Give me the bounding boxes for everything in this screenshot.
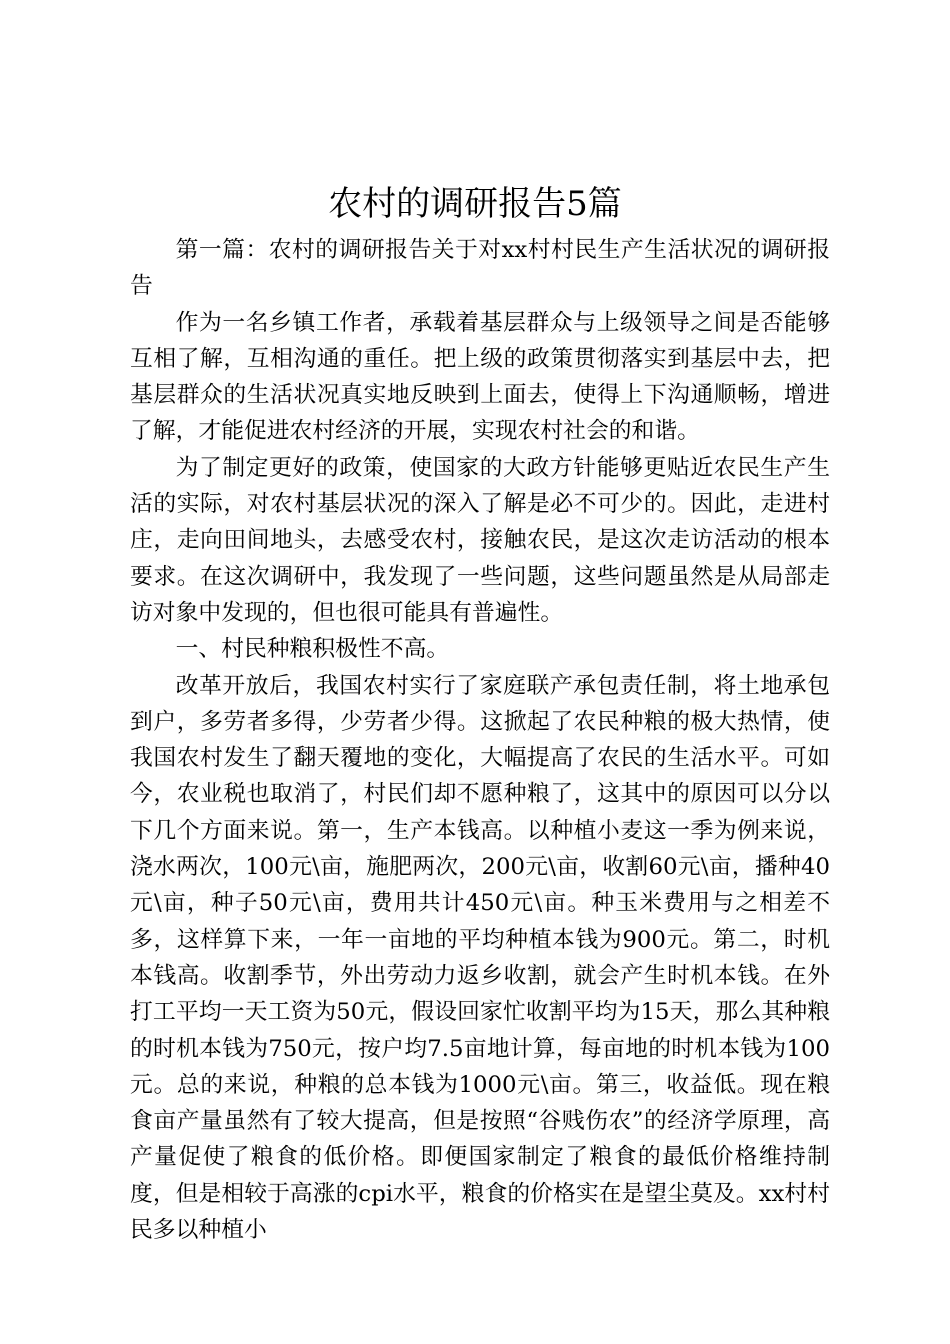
section-heading: 第一篇：农村的调研报告关于对xx村村民生产生活状况的调研报告 [130,237,830,300]
document-title: 农村的调研报告5篇 [328,184,622,224]
body-paragraph: 作为一名乡镇工作者，承载着基层群众与上级领导之间是否能够互相了解，互相沟通的重任。把上级的政策贯彻落实到基层中去，把基层群众的生活状况真实地反映到上面去，使得上下沟通顺畅，增进了解，才能促进农村经济的开展，实现农村社会的和谐。 [130,309,830,445]
body-paragraph: 为了制定更好的政策，使国家的大政方针能够更贴近农民生产生活的实际，对农村基层状况的深入了解是必不可少的。因此，走进村庄，走向田间地头，去感受农村，接触农民，是这次走访活动的根本要求。在这次调研中，我发现了一些问题，这些问题虽然是从局部走访对象中发现的，但也很可能具有普遍性。 [130,454,830,626]
body-paragraph: 改革开放后，我国农村实行了家庭联产承包责任制，将土地承包到户，多劳者多得，少劳者少得。这掀起了农民种粮的极大热情，使我国农村发生了翻天覆地的变化，大幅提高了农民的生活水平。可如今，农业税也取消了，村民们却不愿种粮了，这其中的原因可以分以下几个方面来说。第一，生产本钱高。以种植小麦这一季为例来说，浇水两次，100元\亩，施肥两次，200元\亩，收割60元\亩，播种40元\亩，种子50元\亩，费用共计450元\亩。种玉米费用与之相差不多，这样算下来，一年一亩地的平均种植本钱为900元。第二，时机本钱高。收割季节，外出劳动力返乡收割，就会产生时机本钱。在外打工平均一天工资为50元，假设回家忙收割平均为15天，那么其种粮的时机本钱为750元，按户均7.5亩地计算，每亩地的时机本钱为100元。总的来说，种粮的总本钱为1000元\亩。第三，收益低。现在粮食亩产量虽然有了较大提高，但是按照“谷贱伤农”的经济学原理，高产量促使了粮食的低价格。即便国家制定了粮食的最低价格维持制度，但是相较于高涨的cpi水平，粮食的价格实在是望尘莫及。xx村村民多以种植小 [130,672,830,1244]
subsection-heading: 一、村民种粮积极性不高。 [175,636,450,663]
document-body [130,232,830,1248]
